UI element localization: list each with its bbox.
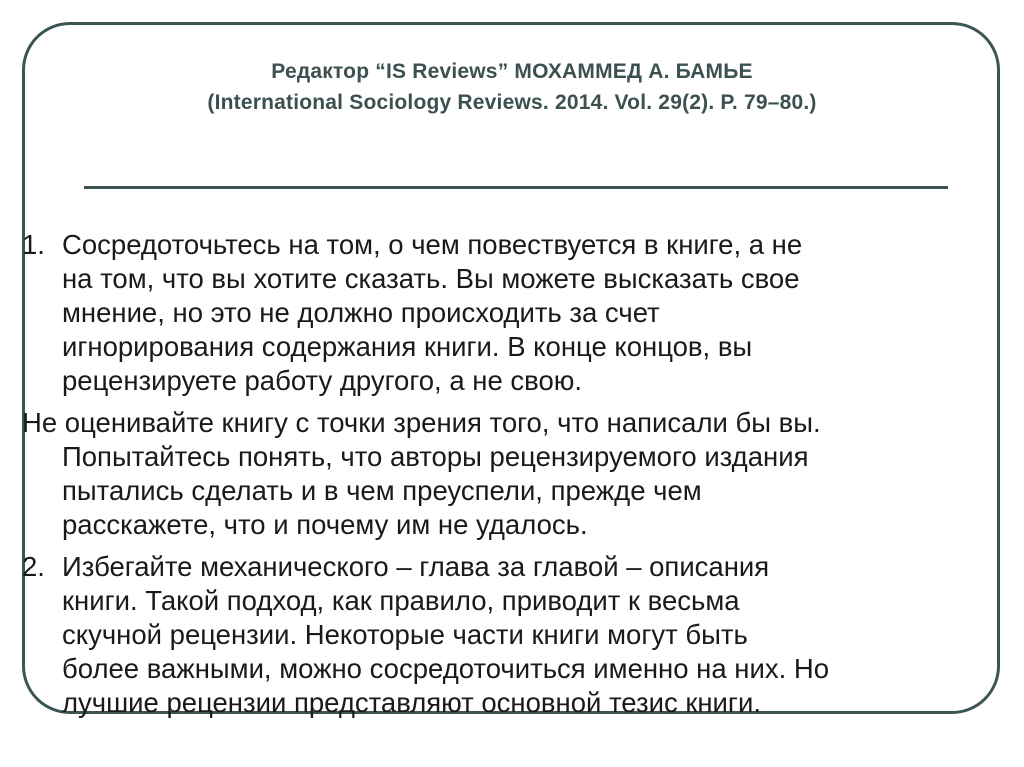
list-item-line: Попытайтесь понять, что авторы рецензируемого издания bbox=[62, 441, 809, 472]
list-item-line: на том, что вы хотите сказать. Вы можете высказать свое bbox=[62, 263, 800, 294]
list-item-line: Сосредоточьтесь на том, о чем повествуется в книге, а не bbox=[62, 229, 803, 260]
list-item-line: Избегайте механического – глава за главой – описания bbox=[62, 551, 770, 582]
list-item-line: мнение, но это не должно происходить за счет bbox=[62, 297, 660, 328]
list-item bbox=[0, 406, 1024, 542]
list-item-line: скучной рецензии. Некоторые части книги могут быть bbox=[62, 619, 748, 650]
list-item-number: 1. bbox=[22, 229, 45, 260]
title-line-editor: Редактор “IS Reviews” МОХАММЕД А. БАМЬЕ bbox=[271, 60, 753, 83]
slide-body bbox=[0, 228, 1024, 728]
slide-title bbox=[60, 56, 964, 118]
list-item bbox=[0, 550, 1024, 720]
title-divider bbox=[84, 186, 948, 189]
list-item-line: лучшие рецензии представляют основной тезис книги. bbox=[62, 687, 761, 718]
list-item-line: более важными, можно сосредоточиться именно на них. Но bbox=[62, 653, 830, 684]
title-line-citation: (International Sociology Reviews. 2014. Vol. 29(2). P. 79–80.) bbox=[207, 91, 817, 114]
list-item-line: игнорирования содержания книги. В конце концов, вы bbox=[62, 331, 753, 362]
list-item bbox=[0, 228, 1024, 398]
list-item-line: книги. Такой подход, как правило, приводит к весьма bbox=[62, 585, 740, 616]
list-item-number: 2. bbox=[22, 551, 45, 582]
list-item-line: расскажете, что и почему им не удалось. bbox=[62, 509, 588, 540]
list-item-line: рецензируете работу другого, а не свою. bbox=[62, 365, 583, 396]
list-item-line: Не оценивайте книгу с точки зрения того, что написали бы вы. bbox=[22, 407, 821, 438]
list-item-line: пытались сделать и в чем преуспели, прежде чем bbox=[62, 475, 702, 506]
